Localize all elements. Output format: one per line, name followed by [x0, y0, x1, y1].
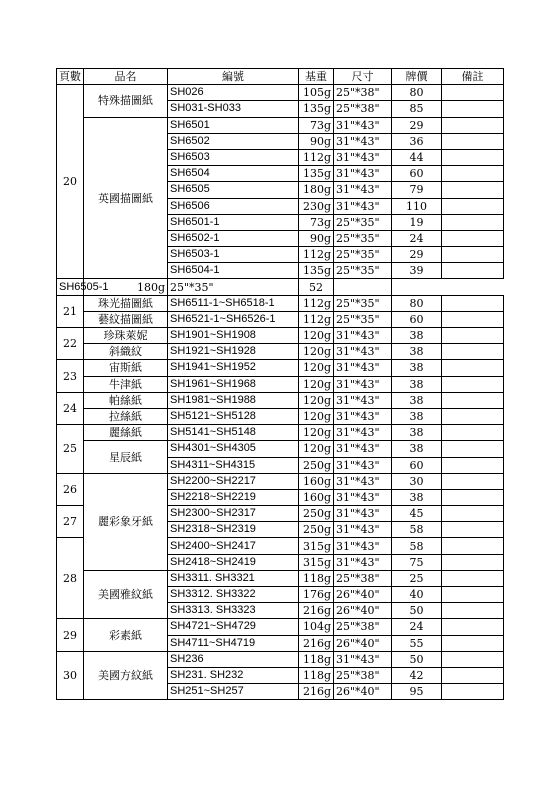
price-cell: 58 — [392, 522, 442, 538]
note-cell — [442, 667, 504, 683]
note-cell — [442, 570, 504, 586]
size-cell: 26"*40" — [334, 635, 392, 651]
note-cell — [442, 166, 504, 182]
product-name-cell: 拉絲紙 — [84, 408, 168, 424]
size-cell: 31"*43" — [334, 506, 392, 522]
product-name-cell: 麗彩象牙紙 — [84, 473, 168, 570]
size-cell: 31"*43" — [334, 441, 392, 457]
page-number-cell: 22 — [57, 328, 84, 360]
table-row — [57, 619, 504, 635]
size-cell: 31"*43" — [334, 133, 392, 149]
weight-cell: 216g — [299, 684, 334, 700]
size-cell: 31"*43" — [334, 554, 392, 570]
weight-cell: 120g — [299, 425, 334, 441]
size-cell: 31"*43" — [334, 457, 392, 473]
price-cell: 55 — [392, 635, 442, 651]
weight-cell: 120g — [299, 408, 334, 424]
price-cell: 95 — [392, 684, 442, 700]
table-row — [57, 570, 504, 586]
weight-cell: 216g — [299, 603, 334, 619]
table-row — [57, 344, 504, 360]
size-cell: 31"*43" — [334, 473, 392, 489]
table-body — [57, 85, 504, 700]
size-cell: 31"*43" — [334, 166, 392, 182]
code-cell: SH6502 — [168, 133, 299, 149]
note-cell — [442, 198, 504, 214]
price-cell: 44 — [392, 149, 442, 165]
code-cell: SH2300~SH2317 — [168, 506, 299, 522]
weight-cell: 216g — [299, 635, 334, 651]
price-cell: 38 — [392, 425, 442, 441]
code-cell: SH2200~SH2217 — [168, 473, 299, 489]
weight-cell: 104g — [299, 619, 334, 635]
note-cell — [442, 328, 504, 344]
price-cell: 45 — [392, 506, 442, 522]
code-cell: SH026 — [168, 85, 299, 101]
size-cell: 31"*43" — [334, 182, 392, 198]
note-cell — [442, 441, 504, 457]
price-cell: 38 — [392, 392, 442, 408]
weight-cell: 135g — [299, 101, 334, 117]
note-cell — [442, 344, 504, 360]
weight-cell: 250g — [299, 506, 334, 522]
code-cell: SH4311~SH4315 — [168, 457, 299, 473]
weight-cell: 180g — [84, 279, 168, 295]
price-cell: 29 — [392, 117, 442, 133]
size-cell: 25"*35" — [334, 214, 392, 230]
page-number-cell: 23 — [57, 360, 84, 392]
note-cell — [442, 684, 504, 700]
code-cell: SH6504-1 — [168, 263, 299, 279]
price-cell: 29 — [392, 247, 442, 263]
table-row — [57, 441, 504, 457]
code-cell: SH6503 — [168, 149, 299, 165]
code-cell: SH4721~SH4729 — [168, 619, 299, 635]
weight-cell: 112g — [299, 149, 334, 165]
product-name-cell: 彩素紙 — [84, 619, 168, 651]
price-cell: 38 — [392, 344, 442, 360]
table-row — [57, 117, 504, 133]
header-size: 尺寸 — [334, 69, 392, 85]
page-number-cell: 29 — [57, 619, 84, 651]
code-cell: SH6506 — [168, 198, 299, 214]
weight-cell: 118g — [299, 651, 334, 667]
weight-cell: 176g — [299, 587, 334, 603]
size-cell: 25"*35" — [334, 263, 392, 279]
price-cell: 58 — [392, 538, 442, 554]
code-cell: SH6502-1 — [168, 230, 299, 246]
weight-cell: 73g — [299, 214, 334, 230]
note-cell — [442, 263, 504, 279]
price-cell: 60 — [392, 166, 442, 182]
note-cell — [442, 651, 504, 667]
weight-cell: 120g — [299, 376, 334, 392]
header-code: 編號 — [168, 69, 299, 85]
page-number-cell: 26 — [57, 473, 84, 505]
note-cell — [442, 506, 504, 522]
weight-cell: 73g — [299, 117, 334, 133]
weight-cell: 135g — [299, 263, 334, 279]
price-cell: 80 — [392, 85, 442, 101]
price-cell: 19 — [392, 214, 442, 230]
price-cell: 38 — [392, 328, 442, 344]
price-cell: 85 — [392, 101, 442, 117]
product-name-cell: 美國雅紋紙 — [84, 570, 168, 619]
note-cell — [442, 230, 504, 246]
note-cell — [442, 101, 504, 117]
size-cell: 31"*43" — [334, 117, 392, 133]
weight-cell: 315g — [299, 538, 334, 554]
code-cell: SH6511-1~SH6518-1 — [168, 295, 299, 311]
code-cell: SH2418~SH2419 — [168, 554, 299, 570]
weight-cell: 160g — [299, 473, 334, 489]
code-cell: SH6521-1~SH6526-1 — [168, 311, 299, 327]
weight-cell: 90g — [299, 133, 334, 149]
weight-cell: 120g — [299, 328, 334, 344]
size-cell: 25"*35" — [334, 311, 392, 327]
size-cell: 25"*38" — [334, 570, 392, 586]
code-cell: SH3311. SH3321 — [168, 570, 299, 586]
product-name-cell: 宙斯紙 — [84, 360, 168, 376]
price-cell: 38 — [392, 376, 442, 392]
product-name-cell: 藝紋描圖紙 — [84, 311, 168, 327]
size-cell: 31"*43" — [334, 328, 392, 344]
size-cell: 31"*43" — [334, 360, 392, 376]
size-cell: 25"*35" — [334, 295, 392, 311]
code-cell: SH1981~SH1988 — [168, 392, 299, 408]
note-cell — [442, 182, 504, 198]
page-number-cell: 27 — [57, 506, 84, 538]
code-cell: SH6503-1 — [168, 247, 299, 263]
code-cell: SH6505 — [168, 182, 299, 198]
code-cell: SH6501-1 — [168, 214, 299, 230]
price-cell: 42 — [392, 667, 442, 683]
table-row — [57, 425, 504, 441]
note-cell — [442, 425, 504, 441]
note-cell — [442, 538, 504, 554]
header-price: 牌價 — [392, 69, 442, 85]
code-cell: SH4711~SH4719 — [168, 635, 299, 651]
code-cell: SH6504 — [168, 166, 299, 182]
note-cell — [442, 473, 504, 489]
size-cell: 25"*35" — [168, 279, 299, 295]
note-cell — [442, 522, 504, 538]
size-cell: 26"*40" — [334, 603, 392, 619]
weight-cell: 112g — [299, 311, 334, 327]
price-cell: 39 — [392, 263, 442, 279]
price-cell: 80 — [392, 295, 442, 311]
table-row — [57, 295, 504, 311]
size-cell: 25"*35" — [334, 247, 392, 263]
product-name-cell: 斜織紋 — [84, 344, 168, 360]
note-cell — [442, 247, 504, 263]
table-row — [57, 328, 504, 344]
page-number-cell: 25 — [57, 425, 84, 474]
price-cell: 30 — [392, 473, 442, 489]
size-cell: 31"*43" — [334, 522, 392, 538]
price-cell: 38 — [392, 441, 442, 457]
size-cell: 25"*35" — [334, 230, 392, 246]
code-cell: SH2318~SH2319 — [168, 522, 299, 538]
table-row — [57, 473, 504, 489]
weight-cell: 160g — [299, 489, 334, 505]
price-cell: 24 — [392, 230, 442, 246]
weight-cell: 90g — [299, 230, 334, 246]
code-cell: SH4301~SH4305 — [168, 441, 299, 457]
page-number-cell: 24 — [57, 392, 84, 424]
code-cell: SH3312. SH3322 — [168, 587, 299, 603]
price-table — [56, 68, 504, 700]
price-cell: 38 — [392, 360, 442, 376]
note-cell — [442, 133, 504, 149]
table-row — [57, 360, 504, 376]
note-cell — [442, 457, 504, 473]
code-cell: SH236 — [168, 651, 299, 667]
header-page: 頁數 — [57, 69, 84, 85]
note-cell — [442, 117, 504, 133]
code-cell: SH1901~SH1908 — [168, 328, 299, 344]
size-cell: 31"*43" — [334, 489, 392, 505]
price-cell: 36 — [392, 133, 442, 149]
table-row — [57, 85, 504, 101]
code-cell: SH2400~SH2417 — [168, 538, 299, 554]
price-cell: 79 — [392, 182, 442, 198]
weight-cell: 120g — [299, 441, 334, 457]
code-cell: SH6501 — [168, 117, 299, 133]
product-name-cell: 美國方紋紙 — [84, 651, 168, 700]
header-note: 備註 — [442, 69, 504, 85]
product-name-cell: 帕絲紙 — [84, 392, 168, 408]
code-cell: SH5121~SH5128 — [168, 408, 299, 424]
table-row — [57, 408, 504, 424]
code-cell: SH2218~SH2219 — [168, 489, 299, 505]
product-name-cell: 特殊描圖紙 — [84, 85, 168, 117]
price-cell: 25 — [392, 570, 442, 586]
price-cell: 50 — [392, 603, 442, 619]
note-cell — [442, 603, 504, 619]
note-cell — [442, 149, 504, 165]
header-weight: 基重 — [299, 69, 334, 85]
weight-cell: 112g — [299, 247, 334, 263]
size-cell: 25"*38" — [334, 667, 392, 683]
weight-cell: 118g — [299, 667, 334, 683]
note-cell — [442, 489, 504, 505]
code-cell: SH5141~SH5148 — [168, 425, 299, 441]
weight-cell: 105g — [299, 85, 334, 101]
header-row — [57, 69, 504, 85]
table-row — [57, 311, 504, 327]
size-cell: 31"*43" — [334, 651, 392, 667]
size-cell: 31"*43" — [334, 408, 392, 424]
price-cell: 38 — [392, 408, 442, 424]
page-number-cell: 30 — [57, 651, 84, 700]
weight-cell: 120g — [299, 360, 334, 376]
code-cell: SH1961~SH1968 — [168, 376, 299, 392]
code-cell: SH3313. SH3323 — [168, 603, 299, 619]
page-number-cell: 20 — [57, 85, 84, 279]
table-row — [57, 376, 504, 392]
price-cell: 50 — [392, 651, 442, 667]
code-cell: SH1921~SH1928 — [168, 344, 299, 360]
price-cell: 40 — [392, 587, 442, 603]
size-cell: 31"*43" — [334, 344, 392, 360]
page-number-cell: 28 — [57, 538, 84, 619]
size-cell: 25"*38" — [334, 619, 392, 635]
price-cell: 52 — [299, 279, 334, 295]
product-name-cell: 麗絲紙 — [84, 425, 168, 441]
code-cell: SH1941~SH1952 — [168, 360, 299, 376]
page-number-cell: 21 — [57, 295, 84, 327]
note-cell — [442, 635, 504, 651]
note-cell — [334, 279, 392, 295]
size-cell: 31"*43" — [334, 376, 392, 392]
weight-cell: 135g — [299, 166, 334, 182]
weight-cell: 120g — [299, 392, 334, 408]
weight-cell: 180g — [299, 182, 334, 198]
product-name-cell: 牛津紙 — [84, 376, 168, 392]
note-cell — [442, 214, 504, 230]
size-cell: 31"*43" — [334, 149, 392, 165]
table-row — [57, 392, 504, 408]
note-cell — [442, 85, 504, 101]
weight-cell: 230g — [299, 198, 334, 214]
size-cell: 25"*38" — [334, 101, 392, 117]
size-cell: 31"*43" — [334, 538, 392, 554]
product-name-cell: 珠光描圖紙 — [84, 295, 168, 311]
weight-cell: 120g — [299, 344, 334, 360]
note-cell — [442, 376, 504, 392]
weight-cell: 118g — [299, 570, 334, 586]
header-product: 品名 — [84, 69, 168, 85]
product-name-cell: 英國描圖紙 — [84, 117, 168, 279]
weight-cell: 250g — [299, 457, 334, 473]
price-cell: 60 — [392, 311, 442, 327]
size-cell: 31"*43" — [334, 198, 392, 214]
size-cell: 26"*40" — [334, 587, 392, 603]
price-cell: 38 — [392, 489, 442, 505]
table-row — [57, 279, 504, 295]
table-row — [57, 651, 504, 667]
weight-cell: 315g — [299, 554, 334, 570]
weight-cell: 250g — [299, 522, 334, 538]
size-cell: 25"*38" — [334, 85, 392, 101]
note-cell — [442, 295, 504, 311]
size-cell: 31"*43" — [334, 425, 392, 441]
note-cell — [442, 392, 504, 408]
note-cell — [442, 554, 504, 570]
note-cell — [442, 587, 504, 603]
note-cell — [442, 408, 504, 424]
note-cell — [442, 619, 504, 635]
price-cell: 75 — [392, 554, 442, 570]
code-cell: SH031-SH033 — [168, 101, 299, 117]
size-cell: 26"*40" — [334, 684, 392, 700]
product-name-cell: 星辰紙 — [84, 441, 168, 473]
weight-cell: 112g — [299, 295, 334, 311]
price-cell: 24 — [392, 619, 442, 635]
price-cell: 60 — [392, 457, 442, 473]
size-cell: 31"*43" — [334, 392, 392, 408]
price-cell: 110 — [392, 198, 442, 214]
note-cell — [442, 360, 504, 376]
code-cell: SH6505-1 — [57, 279, 84, 295]
product-name-cell: 珍珠萊妮 — [84, 328, 168, 344]
note-cell — [442, 311, 504, 327]
code-cell: SH251~SH257 — [168, 684, 299, 700]
code-cell: SH231. SH232 — [168, 667, 299, 683]
